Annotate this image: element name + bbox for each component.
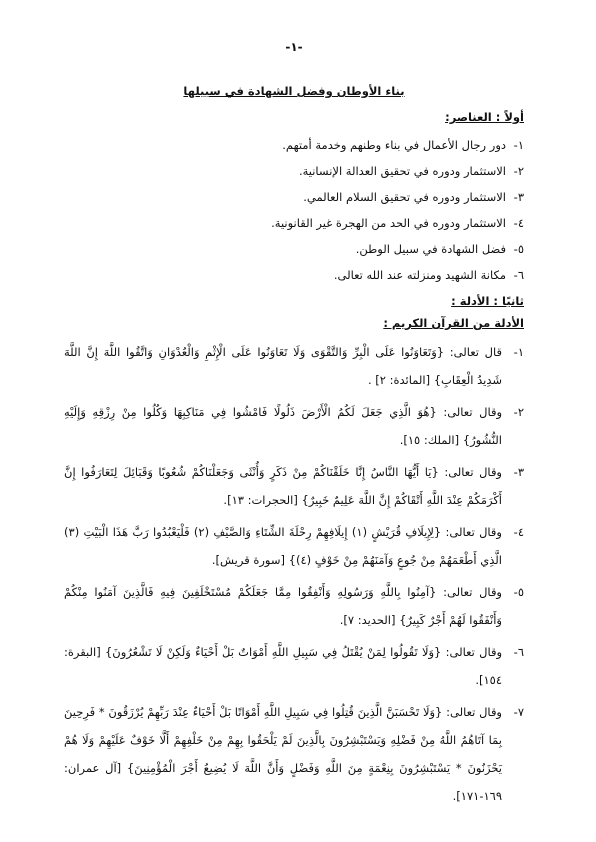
item-number: ٣- <box>513 465 524 479</box>
item-text: وقال تعالى: {هُوَ الَّذِي جَعَلَ لَكُمُ الْأَرْضَ ذَلُولًا فَامْشُوا فِي مَنَاكِبِهَا وَكُلُوا مِنْ رِزْقِهِ وَإِلَيْهِ النُّشُورُ} [الملك: ١٥]. <box>64 405 502 447</box>
item-number: ٣- <box>513 190 524 204</box>
list-item <box>64 458 524 514</box>
item-number: ٢- <box>513 405 524 419</box>
list-item <box>64 578 524 634</box>
item-text: وقال تعالى: {لِإِيلَافِ قُرَيْشٍ (١) إِيلَافِهِمْ رِحْلَةَ الشِّتَاءِ وَالصَّيْفِ (٢) فَلْيَعْبُدُوا رَبَّ هَذَا الْبَيْتِ (٣) الَّذِي أَطْعَمَهُمْ مِنْ جُوعٍ وَآمَنَهُمْ مِنْ خَوْفٍ (٤)} [سورة قريش]. <box>64 525 502 567</box>
list-item <box>64 236 524 262</box>
item-number: ٤- <box>513 216 524 230</box>
item-text: وقال تعالى: {يَا أَيُّهَا النَّاسُ إِنَّا خَلَقْنَاكُمْ مِنْ ذَكَرٍ وَأُنْثَى وَجَعَلْنَاكُمْ شُعُوبًا وَقَبَائِلَ لِتَعَارَفُوا إِنَّ أَكْرَمَكُمْ عِنْدَ اللَّهِ أَتْقَاكُمْ إِنَّ اللَّهَ عَلِيمٌ خَبِيرٌ} [الحجرات: ١٣]. <box>64 465 502 507</box>
item-number: ٥- <box>513 242 524 256</box>
item-text: الاستثمار ودوره في تحقيق السلام العالمي. <box>303 190 506 204</box>
section-heading-evidence: ثانيًا : الأدلة : <box>451 294 524 308</box>
item-text: دور رجال الأعمال في بناء وطنهم وخدمة أمتهم. <box>282 138 506 152</box>
list-item <box>64 338 524 394</box>
list-item <box>64 132 524 158</box>
list-item <box>64 398 524 454</box>
item-number: ٦- <box>513 268 524 282</box>
item-text: وقال تعالى: {وَلَا تَحْسَبَنَّ الَّذِينَ قُتِلُوا فِي سَبِيلِ اللَّهِ أَمْوَاتًا بَلْ أَحْيَاءٌ عِنْدَ رَبِّهِمْ يُرْزَقُونَ * فَرِحِينَ بِمَا آتَاهُمُ اللَّهُ مِنْ فَضْلِهِ وَيَسْتَبْشِرُونَ بِالَّذِينَ لَمْ يَلْحَقُوا بِهِمْ مِنْ خَلْفِهِمْ أَلَّا خَوْفٌ عَلَيْهِمْ وَلَا هُمْ يَحْزَنُونَ * يَسْتَبْشِرُونَ بِنِعْمَةٍ مِنَ اللَّهِ وَفَضْلٍ وَأَنَّ اللَّهَ لَا يُضِيعُ أَجْرَ الْمُؤْمِنِينَ} [آل عمران: ١٦٩-١٧١]. <box>64 705 502 803</box>
subheading-quran-evidence: الأدلة من القرآن الكريم : <box>383 316 524 330</box>
item-number: ٦- <box>513 645 524 659</box>
list-item <box>64 638 524 694</box>
item-text: قال تعالى: {وَتَعَاوَنُوا عَلَى الْبِرِّ وَالتَّقْوَى وَلَا تَعَاوَنُوا عَلَى الْإِثْمِ وَالْعُدْوَانِ وَاتَّقُوا اللَّهَ إِنَّ اللَّهَ شَدِيدُ الْعِقَابِ} [المائدة: ٢] . <box>64 345 502 387</box>
item-text: وقال تعالى: {وَلَا تَقُولُوا لِمَنْ يُقْتَلُ فِي سَبِيلِ اللَّهِ أَمْوَاتٌ بَلْ أَحْيَاءٌ وَلَكِنْ لَا تَشْعُرُونَ} [البقرة: ١٥٤]. <box>64 645 502 687</box>
document-title: بناء الأوطان وفضل الشهادة في سبيلها <box>183 84 405 98</box>
item-number: ٧- <box>513 705 524 719</box>
list-item <box>64 698 524 810</box>
list-item <box>64 158 524 184</box>
item-text: مكانة الشهيد ومنزلته عند الله تعالى. <box>333 268 506 282</box>
item-number: ٤- <box>513 525 524 539</box>
item-number: ٢- <box>513 164 524 178</box>
elements-list <box>64 132 524 288</box>
item-number: ١- <box>513 345 524 359</box>
item-text: الاستثمار ودوره في الحد من الهجرة غير القانونية. <box>271 216 506 230</box>
item-text: وقال تعالى: {آمِنُوا بِاللَّهِ وَرَسُولِهِ وَأَنْفِقُوا مِمَّا جَعَلَكُمْ مُسْتَخْلَفِينَ فِيهِ فَالَّذِينَ آمَنُوا مِنْكُمْ وَأَنْفَقُوا لَهُمْ أَجْرٌ كَبِيرٌ} [الحديد: ٧]. <box>64 585 502 627</box>
page-number: -١- <box>285 40 303 54</box>
list-item <box>64 518 524 574</box>
item-text: الاستثمار ودوره في تحقيق العدالة الإنسانية. <box>298 164 506 178</box>
item-text: فضل الشهادة في سبيل الوطن. <box>355 242 506 256</box>
item-number: ١- <box>513 138 524 152</box>
list-item <box>64 184 524 210</box>
list-item <box>64 262 524 288</box>
evidence-list <box>64 338 524 810</box>
list-item <box>64 210 524 236</box>
item-number: ٥- <box>513 585 524 599</box>
section-heading-elements: أولاً : العناصر: <box>445 110 524 124</box>
